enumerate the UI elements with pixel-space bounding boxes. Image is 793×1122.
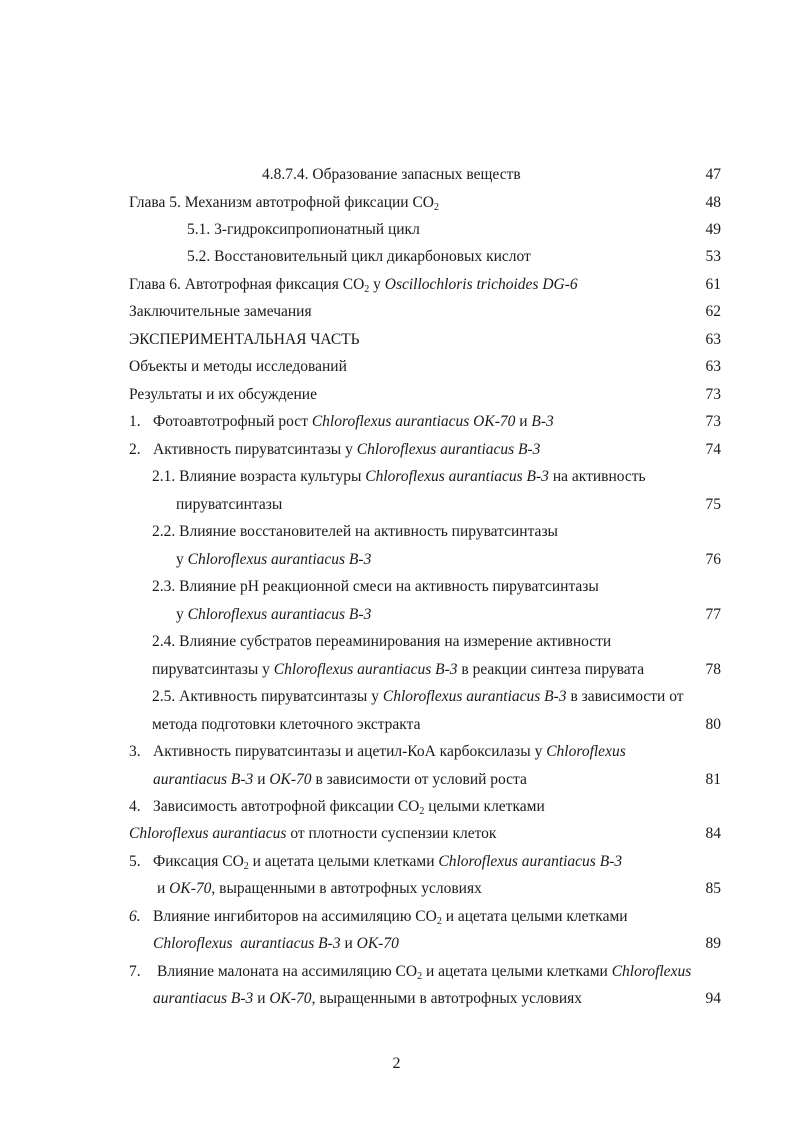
toc-entry	[0, 384, 793, 406]
toc-entry-page: 73	[705, 413, 721, 430]
toc-entry-line	[0, 714, 793, 736]
toc-entry-title	[152, 466, 646, 488]
toc-entry-line	[0, 823, 793, 845]
text: Влияние pH реакционной смеси на активность пируватсинтазы	[179, 578, 599, 595]
text: Зависимость автотрофной фиксации CO	[153, 798, 420, 815]
species-name: aurantiacus B-3	[153, 771, 254, 788]
strain-name: OK-70	[269, 990, 312, 1007]
text: Фотоавтотрофный рост	[153, 413, 312, 430]
strain-name: OK-70	[269, 771, 312, 788]
text: и ацетата целыми клетками	[248, 853, 439, 870]
toc-entry-title	[129, 274, 578, 296]
species-name: Chloroflexus	[611, 963, 692, 980]
toc-entry-title-cont	[152, 659, 644, 681]
text: Фиксация CO	[153, 853, 244, 870]
toc-entry-page: 74	[705, 441, 721, 458]
text: в зависимости от	[566, 688, 684, 705]
toc-entry	[0, 329, 793, 351]
text: в реакции синтеза пирувата	[457, 661, 645, 678]
toc-entry-line	[0, 686, 793, 708]
toc-entry-title	[153, 439, 540, 461]
species-name: Chloroflexus aurantiacus B-3	[365, 468, 549, 485]
toc-entry-page: 47	[705, 166, 721, 183]
text: в зависимости от условий роста	[311, 771, 527, 788]
text: и	[515, 413, 532, 430]
toc-entry-line	[0, 659, 793, 681]
toc-entry-number: 4.	[129, 798, 141, 815]
toc-entry-title	[153, 796, 545, 818]
toc-entry-page: 77	[705, 606, 721, 623]
toc-entry-title	[157, 961, 691, 983]
species-name: Oscillochloris trichoides DG-6	[384, 276, 578, 293]
toc-entry	[0, 219, 793, 241]
toc-entry-number: 5.	[129, 853, 141, 870]
toc-entry-number: 3.	[129, 743, 141, 760]
species-name: Chloroflexus aurantiacus B-3	[438, 853, 623, 870]
toc-entry-title-cont	[153, 988, 582, 1010]
subscript: 2	[417, 971, 423, 982]
strain-name: OK-70	[169, 880, 212, 897]
species-name: Chloroflexus aurantiacus B-3	[187, 551, 372, 568]
text: , выращенными в автотрофных условиях	[211, 880, 482, 897]
text: , выращенными в автотрофных условиях	[311, 990, 583, 1007]
text: и ацетата целыми клетками	[422, 963, 612, 980]
subscript: 2	[364, 284, 370, 295]
toc-entry-title: Объекты и методы исследований	[129, 358, 347, 375]
toc-entry-page: 53	[705, 248, 721, 265]
text: у	[176, 606, 188, 623]
toc-entry-title	[152, 576, 599, 598]
text: Влияние субстратов переаминирования на измерение активности	[179, 633, 612, 650]
species-name: Chloroflexus aurantiacus B-3	[187, 606, 372, 623]
toc-entry	[0, 192, 793, 214]
toc-entry-page: 73	[705, 386, 721, 403]
toc-entry-title	[152, 521, 558, 543]
text: Влияние малоната на ассимиляцию CO	[157, 963, 418, 980]
text: Активность пируватсинтазы у	[179, 688, 383, 705]
subscript: 2	[243, 861, 249, 872]
toc-entry-line	[0, 933, 793, 955]
toc-entry	[0, 301, 793, 323]
page-number: 2	[392, 1055, 401, 1072]
species-name: Chloroflexus aurantiacus OK-70	[311, 413, 516, 430]
text: и	[253, 771, 270, 788]
toc-entry-line	[0, 906, 793, 928]
toc-entry-line	[0, 741, 793, 763]
toc-entry-title-cont: метода подготовки клеточного экстракта	[152, 716, 421, 733]
text: Влияние возраста культуры	[179, 468, 366, 485]
toc-entry-title-cont	[176, 549, 371, 571]
toc-entry-page: 85	[705, 880, 721, 897]
toc-entry-line	[0, 604, 793, 626]
toc-entry	[0, 439, 793, 461]
toc-entry-title: Заключительные замечания	[129, 303, 312, 320]
toc-entry-number: 2.4.	[152, 633, 176, 650]
toc-entry-line	[0, 576, 793, 598]
toc-entry-page: 84	[705, 825, 721, 842]
text: и	[340, 935, 357, 952]
species-name: Chloroflexus aurantiacus B-3	[153, 935, 341, 952]
toc-entry	[0, 164, 793, 186]
toc-entry-title-cont	[176, 604, 371, 626]
toc-entry-page: 62	[705, 303, 721, 320]
text: и	[253, 990, 270, 1007]
toc-entry-page: 89	[705, 935, 721, 952]
toc-entry-line	[0, 878, 793, 900]
toc-entry-line	[0, 961, 793, 983]
species-name: Chloroflexus aurantiacus	[129, 825, 287, 842]
toc-entry-number: 1.	[129, 413, 141, 430]
text: Глава 5. Механизм автотрофной фиксации CO	[129, 194, 435, 211]
text: пируватсинтазы у	[152, 661, 274, 678]
toc-entry-page: 48	[705, 194, 721, 211]
toc-entry-page: 76	[705, 551, 721, 568]
toc-entry-title: ЭКСПЕРИМЕНТАЛЬНАЯ ЧАСТЬ	[129, 331, 360, 348]
toc-entry-line	[0, 796, 793, 818]
toc-entry-page: 94	[705, 990, 721, 1007]
toc-entry-title-cont: пируватсинтазы	[176, 496, 283, 513]
subscript: 2	[436, 916, 442, 927]
toc-entry-title: 5.1. 3-гидроксипропионатный цикл	[187, 221, 420, 238]
toc-entry	[0, 246, 793, 268]
toc-entry-title: Результаты и их обсуждение	[129, 386, 317, 403]
text: и	[157, 880, 170, 897]
toc-entry-title: 4.8.7.4. Образование запасных веществ	[262, 166, 521, 183]
toc-entry-number: 6.	[129, 908, 141, 925]
toc-entry-page: 75	[705, 496, 721, 513]
text: целыми клетками	[424, 798, 545, 815]
species-name: Chloroflexus aurantiacus B-3	[382, 688, 567, 705]
text: Активность пируватсинтазы у	[153, 441, 357, 458]
toc-entry-number: 2.5.	[152, 688, 176, 705]
toc-entry-line	[0, 988, 793, 1010]
toc-entry-title-cont	[157, 878, 482, 900]
text: Влияние восстановителей на активность пируватсинтазы	[179, 523, 558, 540]
toc-entry-title	[152, 631, 611, 653]
text: у	[176, 551, 188, 568]
species-name: Chloroflexus aurantiacus B-3	[356, 441, 541, 458]
toc-entry-title-cont	[153, 769, 527, 791]
text: от плотности суспензии клеток	[286, 825, 497, 842]
text: Глава 6. Автотрофная фиксация CO	[129, 276, 365, 293]
toc-entry	[0, 356, 793, 378]
text: Активность пируватсинтазы и ацетил-КоА карбоксилазы у	[153, 743, 547, 760]
species-name: aurantiacus B-3	[153, 990, 254, 1007]
toc-entry-title	[153, 741, 626, 763]
toc-entry-page: 81	[705, 771, 721, 788]
subscript: 2	[419, 806, 425, 817]
toc-entry-title	[152, 686, 684, 708]
toc-entry-number: 2.3.	[152, 578, 176, 595]
toc-entry-title	[153, 906, 628, 928]
toc-entry-page: 49	[705, 221, 721, 238]
toc-entry-title	[129, 192, 439, 214]
toc-entry-title: 5.2. Восстановительный цикл дикарбоновых кислот	[187, 248, 531, 265]
toc-entry-page: 63	[705, 358, 721, 375]
toc-entry-line	[0, 549, 793, 571]
toc-entry-line	[0, 494, 793, 516]
toc-entry-title-cont	[129, 823, 496, 845]
toc-entry-line	[0, 521, 793, 543]
text: у	[369, 276, 385, 293]
toc-entry-line	[0, 769, 793, 791]
toc-entry-page: 63	[705, 331, 721, 348]
species-name: Chloroflexus aurantiacus B-3	[273, 661, 458, 678]
toc-entry-line	[0, 466, 793, 488]
strain-name: OK-70	[356, 935, 399, 952]
toc-entry-line	[0, 851, 793, 873]
toc-entry-title-cont	[153, 933, 399, 955]
toc-entry-title	[153, 411, 554, 433]
toc-entry-number: 2.1.	[152, 468, 176, 485]
text: и ацетата целыми клетками	[441, 908, 628, 925]
subscript: 2	[434, 202, 440, 213]
toc-entry-line	[0, 631, 793, 653]
toc-entry	[0, 411, 793, 433]
toc-entry-title	[153, 851, 622, 873]
text: на активность	[548, 468, 646, 485]
toc-entry-number: 2.2.	[152, 523, 176, 540]
toc-entry-page: 78	[705, 661, 721, 678]
toc-entry-number: 7.	[129, 963, 141, 980]
toc-entry-page: 80	[705, 716, 721, 733]
toc-entry	[0, 274, 793, 296]
strain-name: B-3	[531, 413, 554, 430]
text: Влияние ингибиторов на ассимиляцию CO	[153, 908, 437, 925]
species-name: Chloroflexus	[546, 743, 626, 760]
toc-entry-page: 61	[705, 276, 721, 293]
toc-entry-number: 2.	[129, 441, 141, 458]
